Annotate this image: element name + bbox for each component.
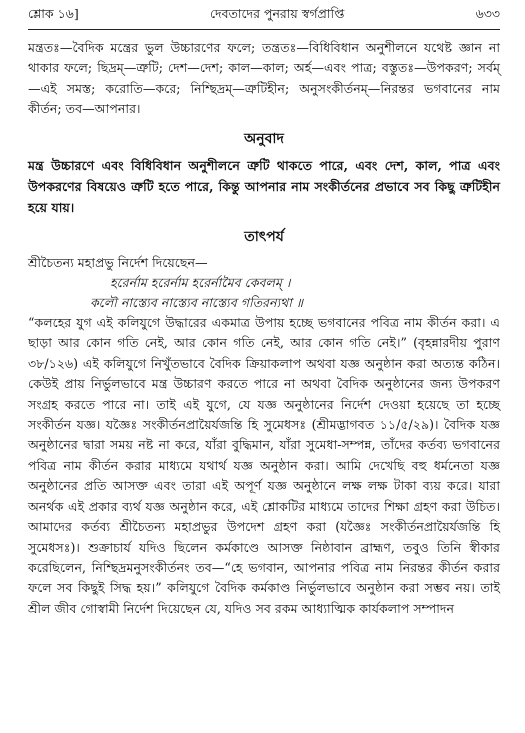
verse-line: হরের্নাম হরের্নাম হরের্নামৈব কেবলম্ । — [110, 275, 291, 291]
purport-body: “কলহের যুগ এই কলিযুগে উদ্ধারের একমাত্র উপায় হচ্ছে ভগবানের পবিত্র নাম কীর্তন করা। এ ছাড়া আর কোন গতি নেই, আর কোন গতি নেই, আর কোন গতি নেই।” (বৃহন্নারদীয় পুরাণ ৩৮/১২৬) এই কলিযুগে নিখুঁতভাবে বৈদিক ক্রিয়াকলাপ অথবা যজ্ঞ অনুষ্ঠান করা অত্যন্ত কঠিন। কেউই প্রায় নির্ভুলভাবে মন্ত্র উচ্চারণ করতে পারে না অথবা বৈদিক অনুষ্ঠানের জন্য উপকরণ সংগ্রহ করতে পারে না। তাই এই যুগে, যে যজ্ঞ অনুষ্ঠানের নির্দেশ দেওয়া হয়েছে তা হচ্ছে সংকীর্তন যজ্ঞ। যজ্ঞৈঃ সংকীর্তনপ্রায়ৈর্যজন্তি হি সুমেধসঃ (শ্রীমদ্ভাগবত ১১/৫/২৯)। বৈদিক যজ্ঞ অনুষ্ঠানের দ্বারা সময় নষ্ট না করে, যাঁরা বুদ্ধিমান, যাঁরা সুমেধা-সম্পন্ন, তাঁদের কর্তব্য ভগবানের পবিত্র নাম কীর্তন করার মাধ্যমে যথার্থ যজ্ঞ অনুষ্ঠান করা। আমি দেখেছি বহু ধর্মনেতা যজ্ঞ অনুষ্ঠানের প্রতি আসক্ত এবং তারা এই অপূর্ণ যজ্ঞ অনুষ্ঠানে লক্ষ লক্ষ টাকা ব্যয় করে। যারা অনর্থক এই প্রকার ব্যর্থ যজ্ঞ অনুষ্ঠান করে, এই শ্লোকটির মাধ্যমে তাদের শিক্ষা গ্রহণ করা উচিত। আমাদের কর্তব্য শ্রীচৈতন্য মহাপ্রভুর উপদেশ গ্রহণ করা (যজ্ঞৈঃ সংকীর্তনপ্রায়ৈর্যজন্তি হি সুমেধসঃ)। শুক্রাচার্য যদিও ছিলেন কর্মকাণ্ডে আসক্ত নিষ্ঠাবান ব্রাহ্মণ, তবুও তিনি স্বীকার করেছিলেন, নিশ্ছিদ্রমনুসংকীর্তনং তব—“হে ভগবান, আপনার পবিত্র নাম নিরন্তর কীর্তন করার ফলে সব কিছুই সিদ্ধ হয়।” কলিযুগে বৈদিক কর্মকাণ্ড নির্ভুলভাবে অনুষ্ঠান করা সম্ভব নয়। তাই শ্রীল জীব গোস্বামী নির্দেশ দিয়েছেন যে, যদিও সব রকম আধ্যাত্মিক কার্যকলাপ সম্পাদন — [28, 315, 501, 616]
word-for-word-gloss: মন্ত্রতঃ—বৈদিক মন্ত্রের ভুল উচ্চারণের ফলে; তন্ত্রতঃ—বিধিবিধান অনুশীলনে যথেষ্ট জ্ঞান না থাকার ফলে; ছিদ্রম্—ত্রুটি; দেশ—দেশ; কাল—কাল; অর্হ—এবং পাত্র; বস্তুতঃ—উপকরণ; সর্বম্—এই সমস্ত; করোতি—করে; নিশ্ছিদ্রম্—ত্রুটিহীন; অনুসংকীর্তনম্—নিরন্তর ভগবানের নাম কীর্তন; তব—আপনার। — [28, 40, 500, 117]
translation-heading: অনুবাদ — [244, 130, 284, 147]
purport-intro: শ্রীচৈতন্য মহাপ্রভু নির্দেশ দিয়েছেন— — [28, 254, 208, 270]
verse-line: কলৌ নাস্ত্যেব নাস্ত্যেব নাস্ত্যেব গতিরন্যথা ॥ — [90, 295, 304, 311]
page-number: ৬৩৩ — [475, 6, 500, 21]
verse-reference: শ্লোক ১৬] — [28, 6, 79, 21]
purport-heading: তাৎপর্য — [244, 228, 284, 245]
quoted-verse — [90, 273, 500, 313]
book-page — [28, 6, 500, 619]
purport-section — [28, 253, 500, 620]
translation-text: মন্ত্র উচ্চারণে এবং বিধিবিধান অনুশীলনে ত্রুটি থাকতে পারে, এবং দেশ, কাল, পাত্র এবং উপকরণের বিষয়েও ত্রুটি হতে পারে, কিন্তু আপনার নাম সংকীর্তনের প্রভাবে সব কিছু ত্রুটিহীন হয়ে যায়। — [28, 157, 500, 215]
chapter-title: দেবতাদের পুনরায় স্বর্গপ্রাপ্তি — [209, 6, 345, 21]
running-header — [28, 6, 500, 30]
